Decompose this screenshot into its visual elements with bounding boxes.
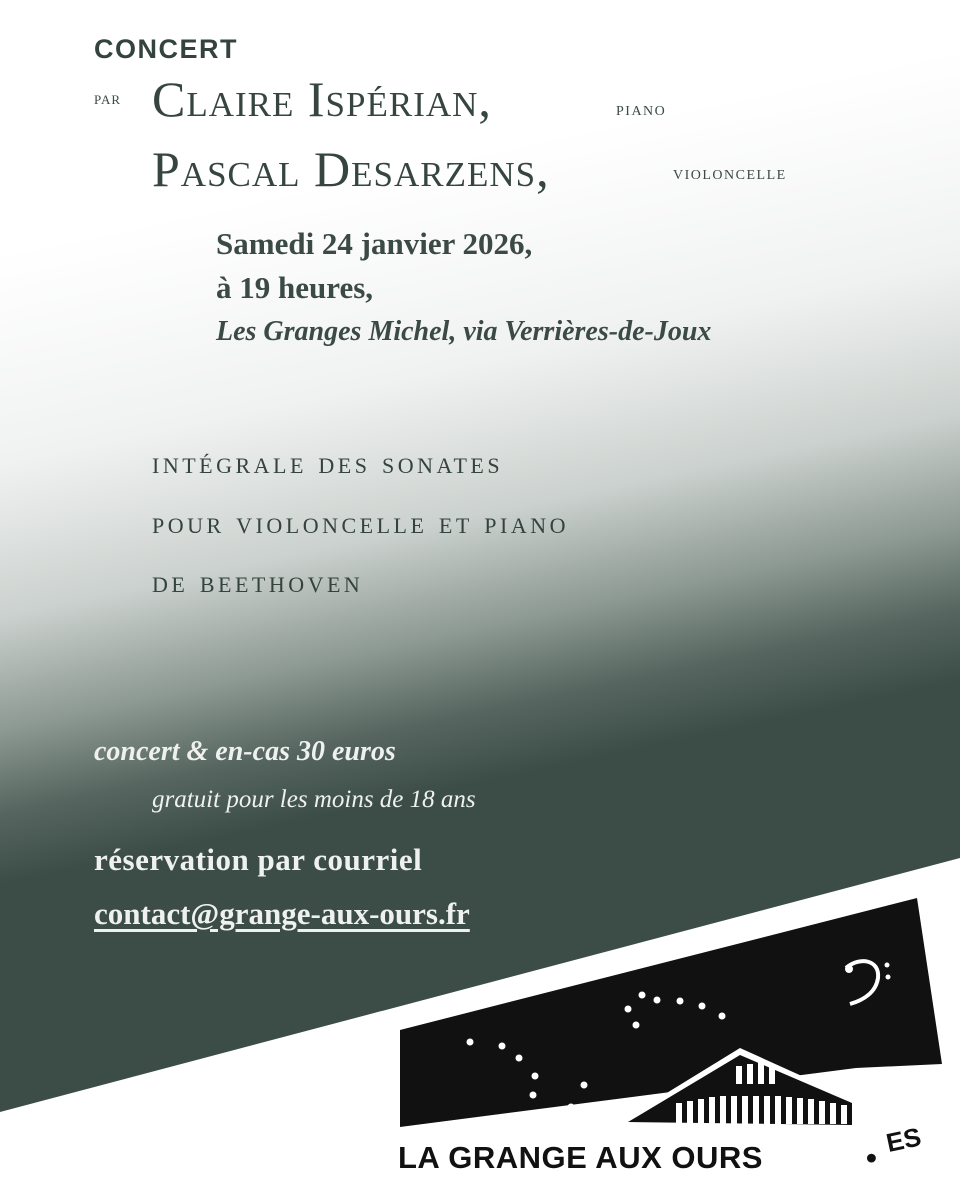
event-time: à 19 heures, <box>216 270 374 305</box>
event-date: Samedi 24 janvier 2026, <box>216 226 533 261</box>
program-line: de beethoven <box>152 563 364 599</box>
par-label: par <box>94 88 122 108</box>
reservation-label: réservation par courriel <box>94 842 423 877</box>
concert-label: CONCERT <box>94 34 238 64</box>
logo-bullet: • <box>866 1140 877 1175</box>
price-text: concert & en-cas 30 euros <box>94 736 396 767</box>
performer1-instrument: piano <box>616 98 667 120</box>
performer2-name: Pascal Desarzens, <box>152 141 550 197</box>
performer1-name: Claire Ispérian, <box>152 71 492 127</box>
logo-suffix: ES <box>883 1121 924 1159</box>
program-line: pour violoncelle et piano <box>152 504 570 540</box>
performer2-instrument: violoncelle <box>673 162 787 184</box>
event-venue: Les Granges Michel, via Verrières-de-Joux <box>216 316 712 347</box>
program-line: intégrale des sonates <box>152 444 504 480</box>
free-entry-note: gratuit pour les moins de 18 ans <box>152 786 476 813</box>
logo-name: LA GRANGE AUX OURS <box>398 1140 763 1175</box>
contact-email-link[interactable]: contact@grange-aux-ours.fr <box>94 896 470 931</box>
